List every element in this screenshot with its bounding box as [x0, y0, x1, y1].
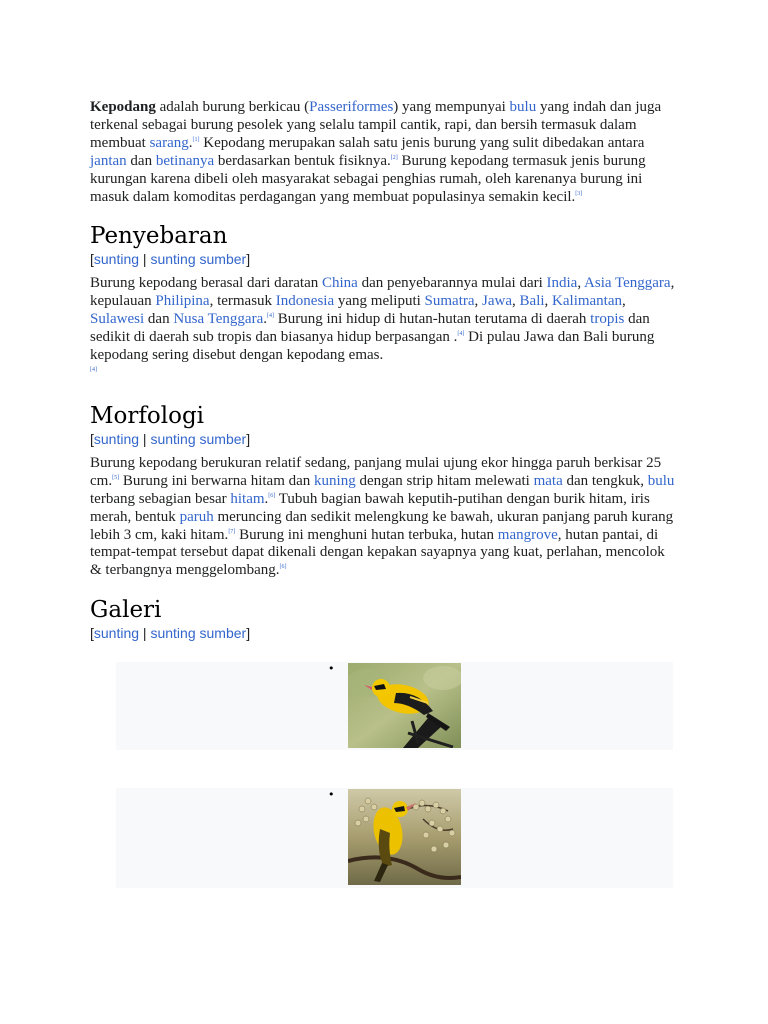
separator: |: [139, 625, 151, 642]
bracket: ]: [246, 251, 251, 268]
oriole-photo-2: [348, 789, 461, 885]
text: terbang sebagian besar: [90, 490, 231, 507]
link-kalimantan[interactable]: Kalimantan: [552, 293, 623, 310]
edit-links-morfologi: [90, 430, 680, 448]
text: Burung ini berwarna hitam dan: [119, 472, 315, 489]
text: dan sedikit di daerah sub tropis dan biasanya hidup berpasangan .: [90, 311, 650, 346]
link-india[interactable]: India: [546, 275, 578, 292]
edit-link[interactable]: sunting: [93, 251, 140, 268]
edit-source-link[interactable]: sunting sumber: [150, 430, 247, 447]
link-passeriformes[interactable]: Passeriformes: [309, 99, 394, 115]
intro-paragraph: [90, 99, 680, 206]
bracket: [: [90, 251, 94, 268]
text: Burung kepodang berukuran relatif sedang, panjang mulai ujung ekor hingga paruh berkisar 25 cm.: [90, 454, 662, 489]
text: ,: [622, 293, 626, 310]
link-mangrove[interactable]: mangrove: [497, 526, 558, 543]
gallery-bullet: •: [328, 662, 335, 675]
link-bali[interactable]: Bali: [519, 293, 545, 310]
link-kuning[interactable]: kuning: [314, 472, 356, 489]
heading-penyebaran: Penyebaran: [90, 223, 228, 250]
oriole-photo-1: [348, 663, 461, 748]
separator: |: [139, 251, 151, 268]
bracket: [: [90, 625, 94, 642]
text: Kepodang merupakan salah satu jenis burung yang sulit dibedakan antara: [199, 134, 645, 151]
penyebaran-paragraph: [90, 275, 680, 382]
link-bulu[interactable]: bulu: [647, 472, 675, 489]
text: dan: [126, 152, 156, 169]
link-sumatra[interactable]: Sumatra: [424, 293, 475, 310]
link-paruh[interactable]: paruh: [179, 508, 214, 525]
text: , hutan pantai, di tempat-tempat tersebut dapat dikenali dengan kepakan sayapnya yang kuat, perlahan, mencolok & terbangnya menggelombang.: [90, 526, 665, 579]
gallery-image-oriole-berries[interactable]: [348, 789, 461, 885]
text: Di pulau Jawa dan Bali burung kepodang sering disebut dengan kepodang emas.: [90, 329, 655, 364]
citation-4[interactable]: [4]: [457, 331, 465, 338]
text: Burung kepodang berasal dari daratan: [90, 275, 322, 292]
link-bulu[interactable]: bulu: [509, 99, 537, 115]
text: Burung ini menghuni hutan terbuka, hutan: [235, 526, 498, 543]
text: ) yang mempunyai: [393, 99, 510, 115]
edit-links-galeri: [90, 624, 680, 642]
text: ,: [474, 293, 483, 310]
heading-morfologi: Morfologi: [90, 402, 205, 429]
bracket: ]: [246, 625, 251, 642]
edit-source-link[interactable]: sunting sumber: [150, 625, 247, 642]
separator: |: [139, 430, 151, 447]
article-content: [90, 99, 680, 642]
text: Burung ini hidup di hutan-hutan terutama di daerah: [273, 311, 591, 328]
edit-links-penyebaran: [90, 250, 680, 268]
text: ,: [577, 275, 585, 292]
text: Burung kepodang termasuk jenis burung kurungan karena dibeli oleh masyarakat sebagai penghias rumah, oleh karenanya burung ini masuk dalam komoditas perdagangan yang membuat populasinya semakin kecil.: [90, 152, 646, 205]
term-kepodang: Kepodang: [90, 99, 156, 115]
heading-galeri: Galeri: [90, 597, 162, 624]
citation-4[interactable]: [4]: [266, 313, 274, 320]
text: dengan strip hitam melewati: [355, 472, 534, 489]
text: ,: [544, 293, 553, 310]
text: , kepulauan: [90, 275, 675, 310]
text: berdasarkan bentuk fisiknya.: [214, 152, 391, 169]
link-tropis[interactable]: tropis: [590, 311, 625, 328]
citation-7[interactable]: [7]: [228, 528, 236, 535]
text: adalah burung berkicau (: [155, 99, 310, 115]
edit-source-link[interactable]: sunting sumber: [150, 251, 247, 268]
gallery-bullet: •: [328, 788, 335, 801]
link-indonesia[interactable]: Indonesia: [275, 293, 335, 310]
link-asia-tenggara[interactable]: Asia Tenggara: [584, 275, 671, 292]
link-betinanya[interactable]: betinanya: [155, 152, 215, 169]
text: .: [264, 490, 269, 507]
citation-1[interactable]: [1]: [192, 136, 200, 143]
bracket: ]: [246, 430, 251, 447]
text: .: [188, 134, 193, 151]
link-philipina[interactable]: Philipina: [155, 293, 210, 310]
link-hitam[interactable]: hitam: [230, 490, 265, 507]
gallery-image-oriole-perched[interactable]: [348, 663, 461, 748]
link-sulawesi[interactable]: Sulawesi: [90, 311, 145, 328]
text: ,: [512, 293, 520, 310]
link-sarang[interactable]: sarang: [149, 134, 189, 151]
edit-link[interactable]: sunting: [93, 430, 140, 447]
edit-link[interactable]: sunting: [93, 625, 140, 642]
citation-4[interactable]: [4]: [90, 366, 97, 373]
text: dan penyebarannya mulai dari: [357, 275, 547, 292]
text: meruncing dan sedikit melengkung ke bawah, ukuran panjang paruh kurang lebih 3 cm, kaki hitam.: [90, 508, 674, 543]
link-china[interactable]: China: [322, 275, 358, 292]
text: dan: [144, 311, 174, 328]
text: , termasuk: [209, 293, 276, 310]
citation-6[interactable]: [6]: [268, 492, 276, 499]
morfologi-paragraph: [90, 455, 680, 580]
bracket: [: [90, 430, 94, 447]
text: yang meliputi: [334, 293, 425, 310]
link-mata[interactable]: mata: [533, 472, 563, 489]
citation-3[interactable]: [3]: [575, 190, 583, 197]
text: .: [263, 311, 267, 328]
text: dan tengkuk,: [562, 472, 648, 489]
citation-2[interactable]: [2]: [390, 154, 398, 161]
citation-5[interactable]: [5]: [112, 474, 120, 481]
text: yang indah dan juga terkenal sebagai burung pesolek yang selalu tampil cantik, rapi, dan bersih termasuk dalam membuat: [90, 99, 662, 151]
citation-6[interactable]: [6]: [279, 564, 287, 571]
link-jawa[interactable]: Jawa: [482, 293, 513, 310]
link-nusa-tenggara[interactable]: Nusa Tenggara: [173, 311, 264, 328]
link-jantan[interactable]: jantan: [90, 152, 127, 169]
text: Tubuh bagian bawah keputih-putihan dengan burik hitam, iris merah, bentuk: [90, 490, 650, 525]
